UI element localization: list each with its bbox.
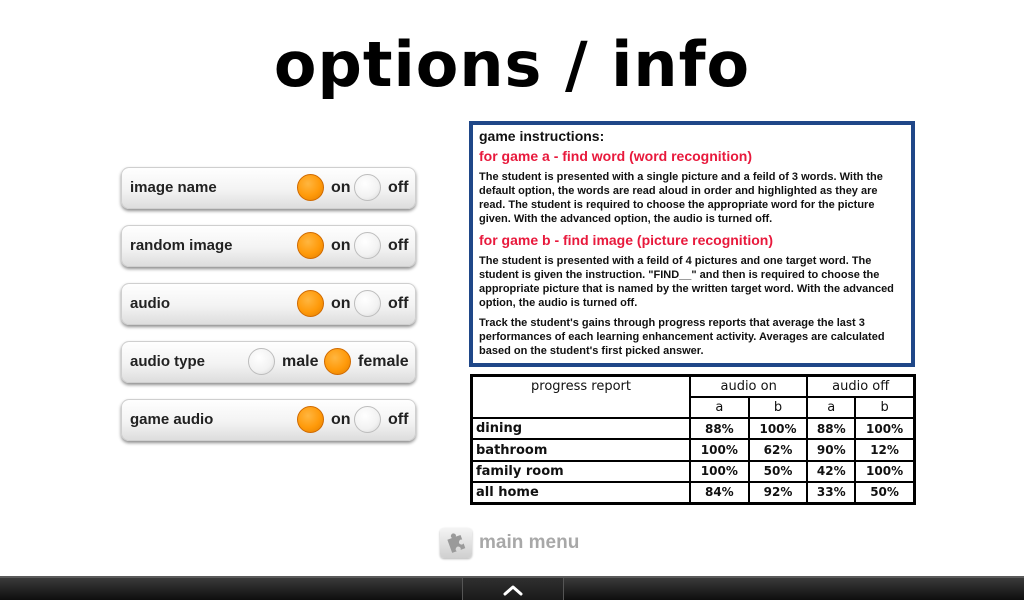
option-row-game-audio: [121, 399, 416, 441]
row-label: family room: [472, 461, 691, 482]
option-row-image-name: [121, 167, 416, 209]
row-label: bathroom: [472, 439, 691, 460]
track-text: Track the student's gains through progress reports that average the last 3 performances of each learning enhancement activity. Averages are calculated based on the student's first picked answer.: [479, 317, 885, 357]
table-cell: 84%: [690, 482, 749, 504]
chevron-up-icon: [463, 578, 563, 600]
option-label: image name: [130, 179, 217, 196]
game-a-title: for game a - find word (word recognition): [479, 148, 752, 164]
radio-label-on: on: [331, 179, 351, 196]
radio-on[interactable]: [297, 174, 324, 201]
game-b-title: for game b - find image (picture recognition): [479, 232, 774, 248]
table-cell: 88%: [807, 418, 855, 439]
table-row: [472, 461, 915, 482]
report-corner-header: progress report: [472, 376, 691, 419]
main-menu-label: main menu: [479, 532, 580, 553]
col-header-a: a: [807, 397, 855, 418]
table-cell: 62%: [749, 439, 808, 460]
instructions-heading: game instructions:: [479, 128, 605, 144]
table-cell: 42%: [807, 461, 855, 482]
radio-off[interactable]: [354, 174, 381, 201]
table-cell: 100%: [749, 418, 808, 439]
radio-off[interactable]: [354, 232, 381, 259]
radio-label-off: off: [388, 237, 409, 254]
radio-on[interactable]: [297, 406, 324, 433]
table-cell: 88%: [690, 418, 749, 439]
option-row-random-image: [121, 225, 416, 267]
radio-label-female: female: [358, 353, 409, 370]
radio-off[interactable]: [354, 290, 381, 317]
page-title: options / info: [273, 28, 751, 101]
radio-label-off: off: [388, 411, 409, 428]
table-cell: 90%: [807, 439, 855, 460]
table-row: [472, 418, 915, 439]
option-label: audio: [130, 295, 170, 312]
option-label: game audio: [130, 411, 214, 428]
table-cell: 100%: [690, 461, 749, 482]
table-cell: 92%: [749, 482, 808, 504]
radio-on[interactable]: [297, 232, 324, 259]
table-row: [472, 482, 915, 504]
table-cell: 100%: [855, 418, 914, 439]
col-header-b: b: [749, 397, 808, 418]
system-nav-bar: [0, 576, 1024, 600]
game-a-text: The student is presented with a single picture and a feild of 3 words. With the default option, the words are read aloud in order and highlighted as they are read. The student is required to choose the appropriate word for the picture given. With the advanced option, the audio is turned off.: [479, 171, 883, 225]
audio-on-header: audio on: [690, 376, 807, 398]
radio-label-off: off: [388, 295, 409, 312]
table-cell: 50%: [855, 482, 914, 504]
radio-label-male: male: [282, 353, 319, 370]
col-header-a: a: [690, 397, 749, 418]
table-cell: 33%: [807, 482, 855, 504]
option-row-audio-type: [121, 341, 416, 383]
radio-male[interactable]: [248, 348, 275, 375]
row-label: all home: [472, 482, 691, 504]
nav-up-button[interactable]: [462, 578, 564, 600]
table-cell: 12%: [855, 439, 914, 460]
main-menu-button[interactable]: [440, 526, 600, 560]
option-row-audio: [121, 283, 416, 325]
radio-label-on: on: [331, 411, 351, 428]
table-cell: 50%: [749, 461, 808, 482]
radio-on[interactable]: [297, 290, 324, 317]
puzzle-icon: [440, 528, 472, 558]
game-b-text: The student is presented with a feild of 4 pictures and one target word. The student is given the instruction. "FIND__" and then is required to choose the appropriate picture that is named by the written target word. With the advanced option, the audio is turned off.: [479, 255, 894, 309]
audio-off-header: audio off: [807, 376, 914, 398]
radio-female[interactable]: [324, 348, 351, 375]
radio-label-off: off: [388, 179, 409, 196]
col-header-b: b: [855, 397, 914, 418]
radio-off[interactable]: [354, 406, 381, 433]
progress-report-table: [470, 374, 916, 505]
table-row: [472, 439, 915, 460]
radio-label-on: on: [331, 237, 351, 254]
option-label: audio type: [130, 353, 206, 370]
game-instructions-panel: [469, 121, 915, 367]
table-cell: 100%: [690, 439, 749, 460]
radio-label-on: on: [331, 295, 351, 312]
row-label: dining: [472, 418, 691, 439]
option-label: random image: [130, 237, 233, 254]
table-cell: 100%: [855, 461, 914, 482]
